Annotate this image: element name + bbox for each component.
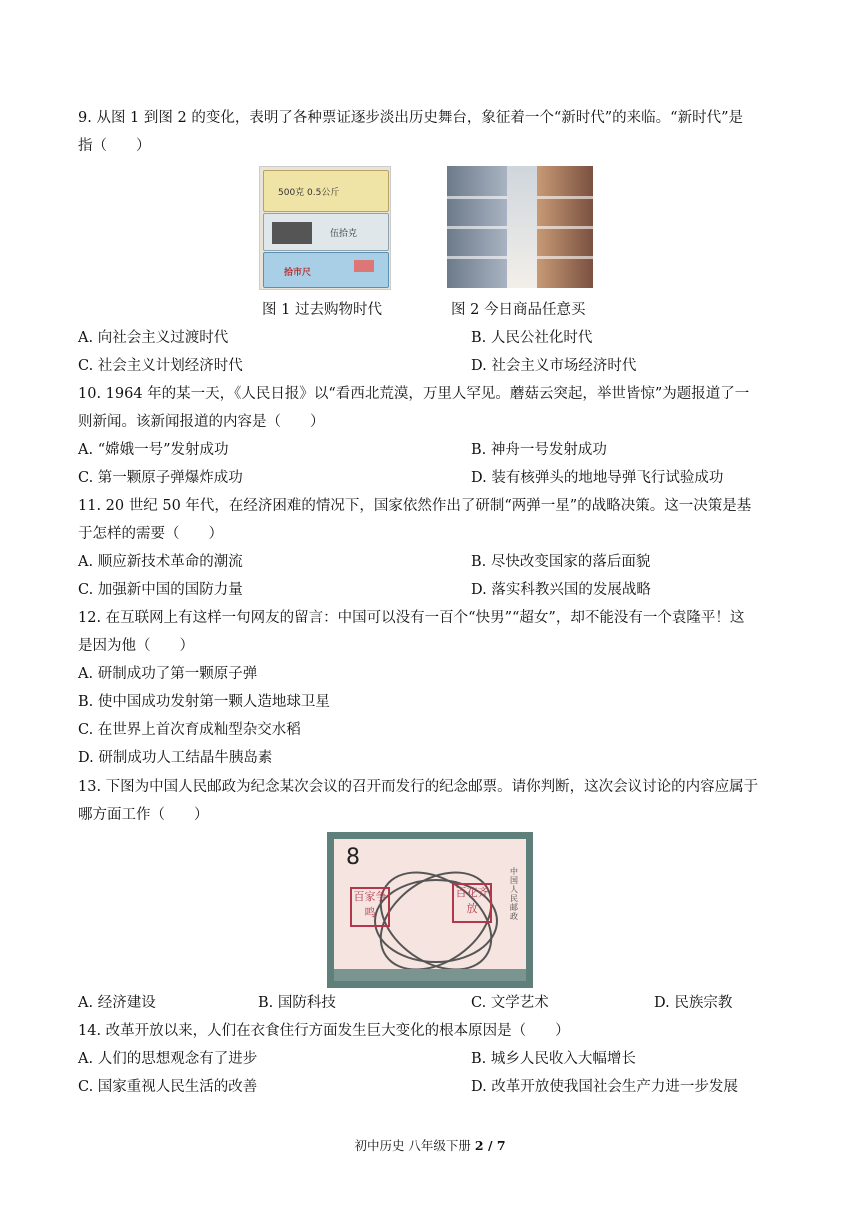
q14-option-a: A. 人们的思想观念有了进步 [78, 1051, 258, 1067]
commemorative-stamp-image [327, 832, 533, 988]
q13-stem-line1: 13. 下图为中国人民邮政为纪念某次会议的召开而发行的纪念邮票。请你判断，这次会议讨论的内容应属于 [78, 779, 759, 795]
q9-option-b: B. 人民公社化时代 [471, 330, 593, 346]
seal-left: 百家争鸣 [350, 887, 390, 927]
ration-tickets-image [259, 166, 391, 290]
q13-option-d: D. 民族宗教 [654, 995, 733, 1011]
q9-stem-line1: 9. 从图 1 到图 2 的变化，表明了各种票证逐步淡出历史舞台，象征着一个“新时代”的来临。“新时代”是 [78, 110, 743, 126]
q12-stem-line2: 是因为他（ ） [78, 638, 194, 654]
q12-stem-line1: 12. 在互联网上有这样一句网友的留言：中国可以没有一百个“快男”“超女”，却不能没有一个袁隆平！这 [78, 610, 745, 626]
q12-option-b: B. 使中国成功发射第一颗人造地球卫星 [78, 694, 330, 710]
q13-option-a: A. 经济建设 [78, 995, 156, 1011]
q11-option-d: D. 落实科教兴国的发展战略 [471, 582, 651, 598]
page-number: 2 / 7 [474, 1138, 506, 1153]
q14-stem: 14. 改革开放以来，人们在衣食住行方面发生巨大变化的根本原因是（ ） [78, 1023, 570, 1039]
footer-text: 初中历史 八年级下册 [354, 1138, 475, 1153]
oil-ticket [263, 213, 389, 251]
q9-stem-line2: 指（ ） [78, 138, 151, 154]
q11-option-b: B. 尽快改变国家的落后面貌 [471, 554, 651, 570]
ticket3-text: 拾市尺 [284, 268, 312, 278]
aisle [507, 166, 537, 288]
q12-option-d: D. 研制成功人工结晶牛胰岛素 [78, 750, 273, 766]
q12-option-c: C. 在世界上首次育成籼型杂交水稻 [78, 722, 301, 738]
q13-option-b: B. 国防科技 [258, 995, 336, 1011]
stamp-face [334, 839, 526, 981]
ticket2-text: 伍拾克 [330, 229, 358, 239]
q9-option-c: C. 社会主义计划经济时代 [78, 358, 243, 374]
q14-option-c: C. 国家重视人民生活的改善 [78, 1079, 258, 1095]
building-illustration [272, 222, 312, 244]
seal-right: 百花齐放 [452, 883, 492, 923]
q11-stem-line2: 于怎样的需要（ ） [78, 526, 223, 542]
figure1-caption: 图 1 过去购物时代 [262, 302, 382, 318]
q9-option-d: D. 社会主义市场经济时代 [471, 358, 637, 374]
q12-option-a: A. 研制成功了第一颗原子弹 [78, 666, 258, 682]
ticket1-text: 500克 0.5公斤 [278, 188, 340, 198]
q10-option-a: A. “嫦娥一号”发射成功 [78, 442, 229, 458]
stamp-value: 8 [346, 845, 360, 870]
q14-option-b: B. 城乡人民收入大幅增长 [471, 1051, 636, 1067]
q10-option-b: B. 神舟一号发射成功 [471, 442, 607, 458]
q13-option-c: C. 文学艺术 [471, 995, 549, 1011]
q13-stem-line2: 哪方面工作（ ） [78, 807, 209, 823]
stamp-bottom-band [334, 969, 526, 981]
q10-stem-line2: 则新闻。该新闻报道的内容是（ ） [78, 414, 325, 430]
page-footer [0, 1136, 860, 1154]
q10-option-d: D. 装有核弹头的地地导弹飞行试验成功 [471, 470, 724, 486]
cloth-ticket [263, 252, 389, 288]
food-ticket [263, 170, 389, 212]
stamp-mark [354, 260, 374, 272]
figure2-caption: 图 2 今日商品任意买 [451, 302, 586, 318]
q14-option-d: D. 改革开放使我国社会生产力进一步发展 [471, 1079, 738, 1095]
q11-option-a: A. 顺应新技术革命的潮流 [78, 554, 243, 570]
supermarket-image [447, 166, 593, 288]
q10-stem-line1: 10. 1964 年的某一天，《人民日报》以“看西北荒漠，万里人罕见。蘑菇云突起，举世皆惊”为题报道了一 [78, 386, 750, 402]
q9-option-a: A. 向社会主义过渡时代 [78, 330, 229, 346]
stamp-issuer-text: 中国人民邮政 [510, 867, 518, 921]
q11-stem-line1: 11. 20 世纪 50 年代，在经济困难的情况下，国家依然作出了研制“两弹一星”的战略决策。这一决策是基 [78, 498, 752, 514]
q11-option-c: C. 加强新中国的国防力量 [78, 582, 243, 598]
q10-option-c: C. 第一颗原子弹爆炸成功 [78, 470, 243, 486]
